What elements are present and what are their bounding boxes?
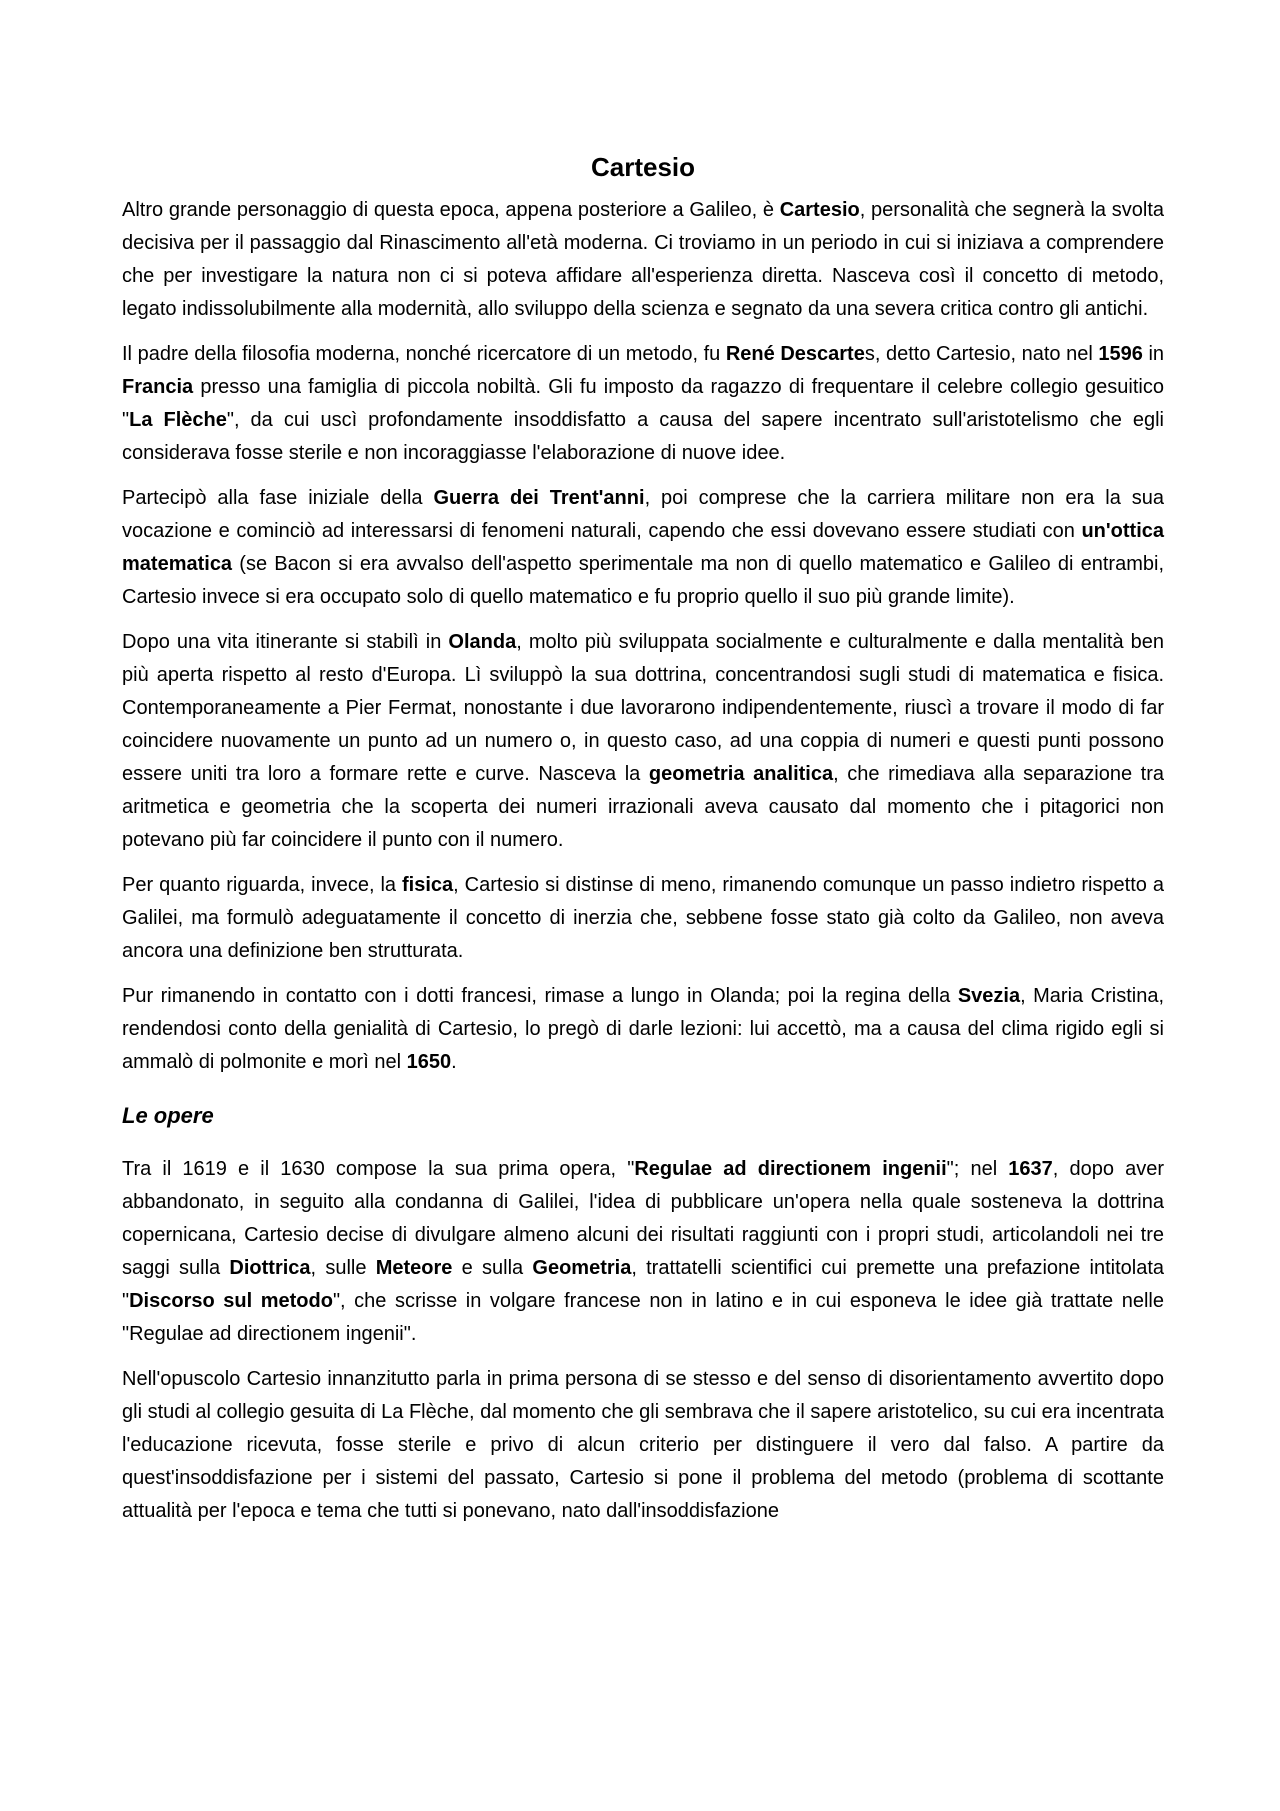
bold-text: Regulae ad directionem ingenii (634, 1158, 947, 1180)
text-run: , trattatelli scientifici cui premette una prefazione intitolata " (122, 1257, 1164, 1312)
paragraph (122, 869, 1164, 968)
section-heading-le-opere: Le opere (122, 1103, 214, 1128)
paragraph (122, 1153, 1164, 1351)
text-run: Altro grande personaggio di questa epoca, appena posteriore a Galileo, è (122, 199, 780, 221)
text-run: , personalità che segnerà la svolta decisiva per il passaggio dal Rinascimento all'età moderna. Ci troviamo in un periodo in cui si iniziava a comprendere che per investigare la natura non ci si poteva affidare all'esperienza diretta. Nasceva così il concetto di metodo, legato indissolubilmente alla modernità, allo sviluppo della scienza e segnato da una severa critica contro gli antichi. (122, 199, 1164, 320)
text-run: Partecipò alla fase iniziale della (122, 487, 434, 509)
paragraph (122, 194, 1164, 326)
text-run: Nell'opuscolo Cartesio innanzitutto parla in prima persona di se stesso e del senso di disorientamento avvertito dopo gli studi al collegio gesuita di La Flèche, dal momento che gli sembrava che il sapere aristotelico, su cui era incentrata l'educazione ricevuta, fosse sterile e privo di alcun criterio per distinguere il vero dal falso. A partire da quest'insoddisfazione per i sistemi del passato, Cartesio si pone il problema del metodo (problema di scottante attualità per l'epoca e tema che tutti si ponevano, nato dall'insoddisfazione (122, 1368, 1164, 1522)
bold-text: Geometria (532, 1257, 632, 1279)
text-run: Per quanto riguarda, invece, la (122, 874, 402, 896)
text-run: . (451, 1051, 457, 1073)
bold-text: fisica (402, 874, 454, 896)
paragraph (122, 626, 1164, 857)
text-run: , poi comprese che la carriera militare non era la sua vocazione e cominciò ad interessarsi di fenomeni naturali, capendo che essi dovevano essere studiati con (122, 487, 1165, 542)
bold-text: Olanda (448, 631, 517, 653)
body-paragraphs (122, 194, 1164, 1079)
text-run: Il padre della filosofia moderna, nonché ricercatore di un metodo, fu (122, 343, 726, 365)
text-run: s, detto Cartesio, nato nel (864, 343, 1099, 365)
document-page (122, 150, 1164, 1540)
text-run: "; nel (946, 1158, 1009, 1180)
bold-text: René Descarte (725, 343, 865, 365)
text-run: , che rimediava alla separazione tra aritmetica e geometria che la scoperta dei numeri irrazionali aveva causato dal momento che i pitagorici non potevano più far coincidere il punto con il numero. (122, 763, 1164, 851)
document-title: Cartesio (590, 152, 696, 182)
paragraph (122, 482, 1164, 614)
bold-text: Meteore (375, 1257, 453, 1279)
bold-text: 1650 (406, 1051, 452, 1073)
text-run: presso una famiglia di piccola nobiltà. Gli fu imposto da ragazzo di frequentare il celebre collegio gesuitico " (122, 376, 1164, 431)
text-run: , molto più sviluppata socialmente e culturalmente e dalla mentalità ben più aperta rispetto al resto d'Europa. Lì sviluppò la sua dottrina, concentrandosi sugli studi di matematica e fisica. Contemporaneamente a Pier Fermat, nonostante i due lavorarono indipendentemente, riuscì a trovare il modo di far coincidere nuovamente un punto ad un numero o, in questo caso, ad una coppia di numeri e questi punti possono essere uniti tra loro a formare rette e curve. Nasceva la (122, 631, 1165, 785)
bold-text: Diottrica (229, 1257, 311, 1279)
text-run: ", da cui uscì profondamente insoddisfatto a causa del sapere incentrato sull'aristotelismo che egli considerava fosse sterile e non incoraggiasse l'elaborazione di nuove idee. (122, 409, 1164, 464)
bold-text: Discorso sul metodo (129, 1290, 333, 1312)
section-paragraphs (122, 1153, 1164, 1528)
bold-text: Francia (122, 376, 194, 398)
text-run: in (1142, 343, 1165, 365)
paragraph (122, 980, 1164, 1079)
text-run: Pur rimanendo in contatto con i dotti francesi, rimase a lungo in Olanda; poi la regina della (122, 985, 958, 1007)
paragraph (122, 1363, 1164, 1528)
text-run: , sulle (310, 1257, 376, 1279)
text-run: ", che scrisse in volgare francese non in latino e in cui esponeva le idee già trattate nelle "Regulae ad directionem ingenii". (122, 1290, 1164, 1345)
text-run: , Maria Cristina, rendendosi conto della genialità di Cartesio, lo pregò di darle lezioni: lui accettò, ma a causa del clima rigido egli si ammalò di polmonite e morì nel (122, 985, 1165, 1073)
bold-text: 1596 (1098, 343, 1143, 365)
bold-text: Guerra dei Trent'anni (433, 487, 645, 509)
bold-text: geometria analitica (648, 763, 834, 785)
text-run: e sulla (452, 1257, 533, 1279)
text-run: Dopo una vita itinerante si stabilì in (122, 631, 449, 653)
text-run: Tra il 1619 e il 1630 compose la sua prima opera, " (122, 1158, 635, 1180)
text-run: (se Bacon si era avvalso dell'aspetto sperimentale ma non di quello matematico e Galileo di entrambi, Cartesio invece si era occupato solo di quello matematico e fu proprio quello il suo più grande limite). (122, 553, 1164, 608)
text-run: , dopo aver abbandonato, in seguito alla condanna di Galilei, l'idea di pubblicare un'opera nella quale sosteneva la dottrina copernicana, Cartesio decise di divulgare almeno alcuni dei risultati raggiunti con i propri studi, articolandoli nei tre saggi sulla (122, 1158, 1164, 1279)
bold-text: 1637 (1008, 1158, 1053, 1180)
paragraph (122, 338, 1164, 470)
bold-text: un'ottica matematica (122, 520, 1164, 575)
bold-text: Cartesio (779, 199, 860, 221)
bold-text: La Flèche (129, 409, 227, 431)
text-run: , Cartesio si distinse di meno, rimanendo comunque un passo indietro rispetto a Galilei, ma formulò adeguatamente il concetto di inerzia che, sebbene fosse stato già colto da Galileo, non aveva ancora una definizione ben strutturata. (122, 874, 1165, 962)
bold-text: Svezia (957, 985, 1021, 1007)
